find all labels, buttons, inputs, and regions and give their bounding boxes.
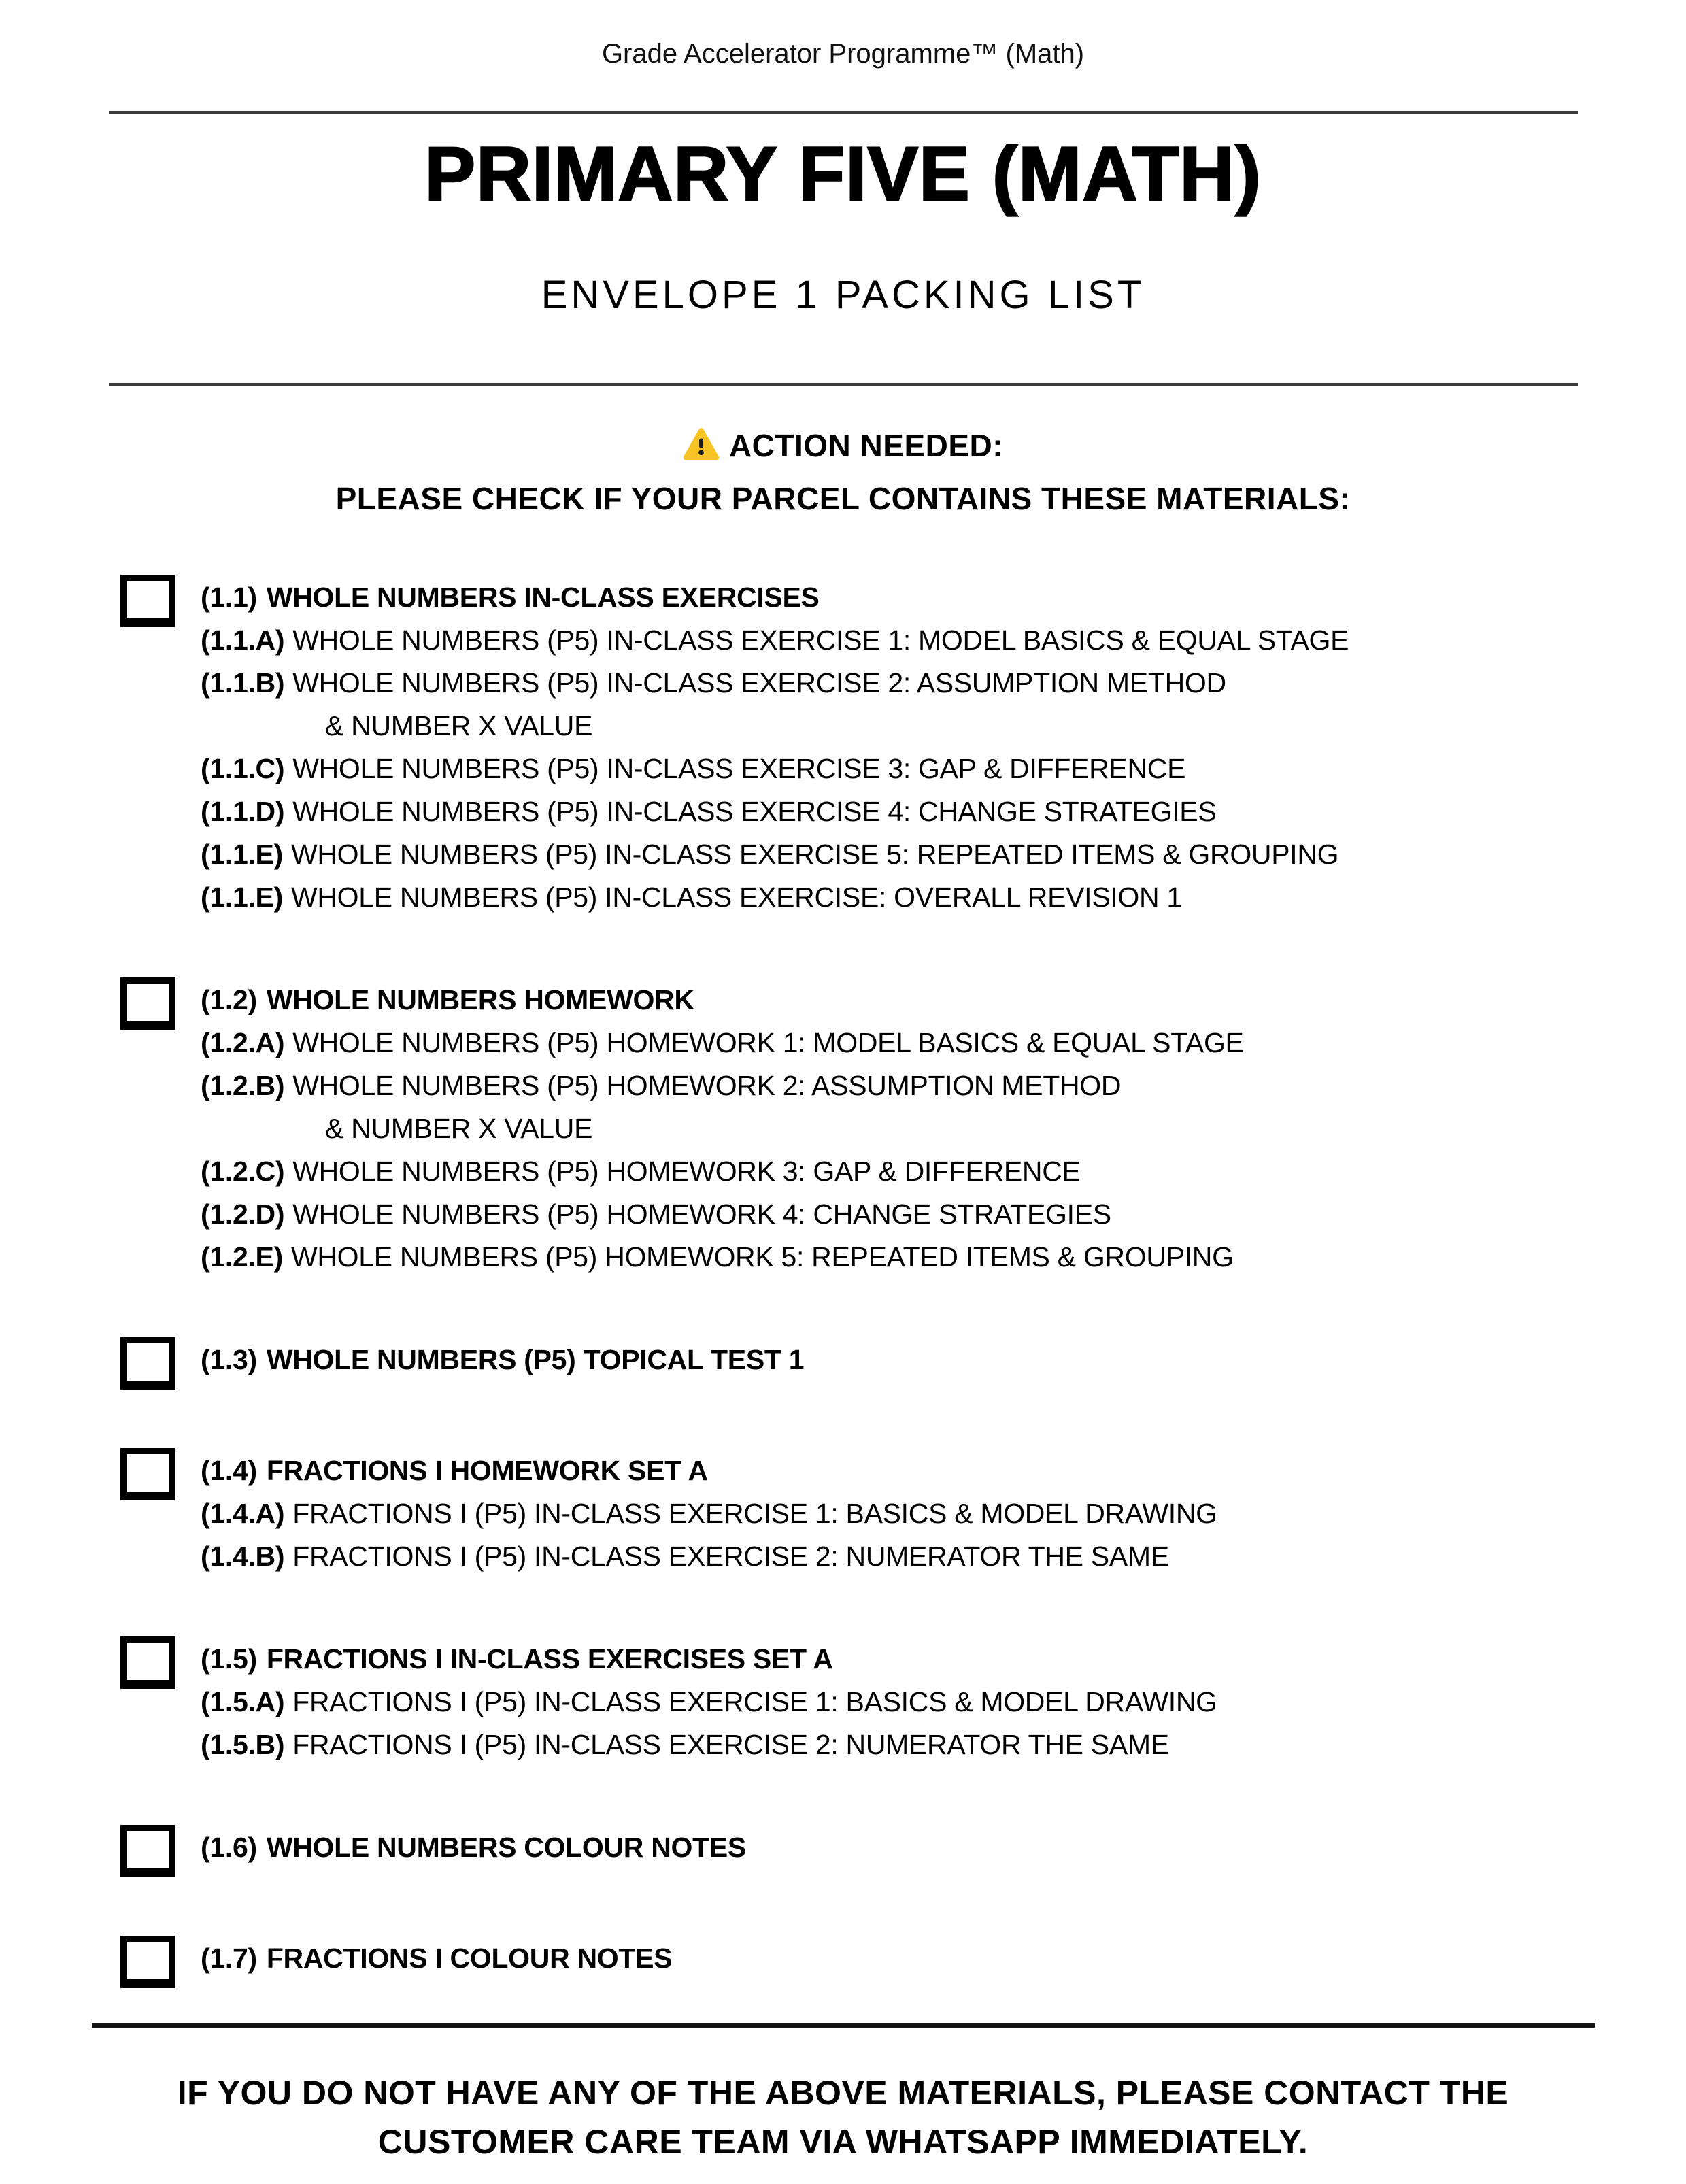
- checklist-item: [201, 1064, 1244, 1107]
- item-text: WHOLE NUMBERS (P5) HOMEWORK 1: MODEL BASICS & EQUAL STAGE: [292, 1027, 1244, 1058]
- footer-line-2: CUSTOMER CARE TEAM VIA WHATSAPP IMMEDIATELY.: [377, 2123, 1309, 2161]
- section-heading: [201, 979, 1244, 1022]
- footer-line-1: IF YOU DO NOT HAVE ANY OF THE ABOVE MATERIALS, PLEASE CONTACT THE: [177, 2074, 1509, 2112]
- section-body: [201, 1449, 1217, 1578]
- section-title: WHOLE NUMBERS (P5) TOPICAL TEST 1: [266, 1344, 805, 1375]
- section-heading: [201, 1339, 804, 1381]
- checklist-item: [201, 1492, 1217, 1535]
- item-text: WHOLE NUMBERS (P5) HOMEWORK 5: REPEATED ITEMS & GROUPING: [290, 1241, 1234, 1273]
- checklist-section: [0, 1937, 1686, 1988]
- section-body: [201, 1638, 1217, 1766]
- checklist-item: [201, 1681, 1217, 1724]
- checklist-item: [201, 1150, 1244, 1193]
- item-code: (1.1.C): [201, 753, 285, 784]
- section-title: FRACTIONS I IN-CLASS EXERCISES SET A: [266, 1643, 833, 1675]
- checklist-section: [0, 576, 1686, 919]
- section-title: FRACTIONS I HOMEWORK SET A: [266, 1455, 708, 1486]
- item-text: WHOLE NUMBERS (P5) HOMEWORK 2: ASSUMPTION METHOD: [292, 1070, 1122, 1101]
- section-code: (1.6): [201, 1832, 257, 1863]
- checkbox[interactable]: [120, 1936, 175, 1988]
- item-text: FRACTIONS I (P5) IN-CLASS EXERCISE 2: NUMERATOR THE SAME: [292, 1729, 1169, 1760]
- section-items: [201, 1681, 1217, 1766]
- section-items: [201, 1022, 1244, 1279]
- item-text: WHOLE NUMBERS (P5) IN-CLASS EXERCISE 5: REPEATED ITEMS & GROUPING: [290, 839, 1339, 870]
- section-heading: [201, 1937, 672, 1980]
- item-code: (1.2.E): [201, 1241, 283, 1273]
- checkbox[interactable]: [120, 1337, 175, 1390]
- section-body: [201, 1339, 804, 1381]
- checkbox[interactable]: [120, 1825, 175, 1877]
- checkbox[interactable]: [120, 977, 175, 1030]
- item-code: (1.4.A): [201, 1498, 285, 1529]
- checklist-item: [201, 1022, 1244, 1064]
- section-heading: [201, 1449, 1217, 1492]
- header-divider: [109, 383, 1578, 386]
- item-text: FRACTIONS I (P5) IN-CLASS EXERCISE 2: NUMERATOR THE SAME: [292, 1541, 1169, 1572]
- checklist-item: [201, 747, 1349, 790]
- item-code: (1.1.B): [201, 667, 285, 699]
- section-heading: [201, 576, 1349, 619]
- item-text: WHOLE NUMBERS (P5) IN-CLASS EXERCISE 2: ASSUMPTION METHOD: [292, 667, 1226, 699]
- checkbox[interactable]: [120, 575, 175, 627]
- item-text: WHOLE NUMBERS (P5) HOMEWORK 4: CHANGE STRATEGIES: [292, 1198, 1111, 1230]
- checklist-item: [201, 1193, 1244, 1236]
- section-code: (1.1): [201, 582, 257, 613]
- checkbox[interactable]: [120, 1448, 175, 1500]
- checkbox[interactable]: [120, 1636, 175, 1689]
- action-heading-line: [0, 426, 1686, 469]
- section-body: [201, 1937, 672, 1980]
- item-code: (1.2.A): [201, 1027, 285, 1058]
- item-code: (1.1.A): [201, 624, 285, 656]
- item-code: (1.2.B): [201, 1070, 285, 1101]
- item-text: WHOLE NUMBERS (P5) HOMEWORK 3: GAP & DIFFERENCE: [292, 1156, 1081, 1187]
- section-code: (1.5): [201, 1643, 257, 1675]
- footer-note: [0, 2068, 1686, 2166]
- checklist-item: [201, 1724, 1217, 1766]
- item-text: WHOLE NUMBERS (P5) IN-CLASS EXERCISE 4: CHANGE STRATEGIES: [292, 796, 1217, 827]
- section-body: [201, 576, 1349, 919]
- item-code: (1.1.E): [201, 839, 283, 870]
- item-code: (1.1.D): [201, 796, 285, 827]
- checklist-section: [0, 1638, 1686, 1766]
- item-code: (1.5.B): [201, 1729, 285, 1760]
- item-code: (1.5.A): [201, 1686, 285, 1717]
- item-text: WHOLE NUMBERS (P5) IN-CLASS EXERCISE: OVERALL REVISION 1: [290, 881, 1182, 913]
- section-body: [201, 1826, 746, 1869]
- checklist-item-continuation: & NUMBER X VALUE: [325, 710, 593, 741]
- item-code: (1.2.C): [201, 1156, 285, 1187]
- checklist-section: [0, 979, 1686, 1279]
- action-block: [0, 426, 1686, 518]
- section-heading: [201, 1826, 746, 1869]
- action-subheading: PLEASE CHECK IF YOUR PARCEL CONTAINS THESE MATERIALS:: [335, 481, 1351, 516]
- page-title: PRIMARY FIVE (MATH): [424, 131, 1262, 216]
- checklist-item: [201, 790, 1349, 833]
- section-code: (1.2): [201, 984, 257, 1015]
- item-code: (1.2.D): [201, 1198, 285, 1230]
- item-text: WHOLE NUMBERS (P5) IN-CLASS EXERCISE 3: GAP & DIFFERENCE: [292, 753, 1186, 784]
- section-heading: [201, 1638, 1217, 1681]
- action-heading: ACTION NEEDED:: [728, 428, 1004, 463]
- checklist-section: [0, 1826, 1686, 1877]
- checklist: [0, 576, 1686, 1988]
- checklist-item: [201, 876, 1349, 919]
- section-title: WHOLE NUMBERS COLOUR NOTES: [266, 1832, 746, 1863]
- checklist-section: [0, 1339, 1686, 1390]
- section-title: WHOLE NUMBERS HOMEWORK: [266, 984, 694, 1015]
- top-divider: [109, 111, 1578, 114]
- section-body: [201, 979, 1244, 1279]
- checklist-section: [0, 1449, 1686, 1578]
- item-code: (1.1.E): [201, 881, 283, 913]
- checklist-item: [201, 833, 1349, 876]
- section-code: (1.7): [201, 1943, 257, 1974]
- page-subtitle: ENVELOPE 1 PACKING LIST: [541, 273, 1145, 317]
- section-code: (1.4): [201, 1455, 257, 1486]
- section-items: [201, 619, 1349, 919]
- checklist-item: [201, 619, 1349, 662]
- item-text: FRACTIONS I (P5) IN-CLASS EXERCISE 1: BASICS & MODEL DRAWING: [292, 1686, 1217, 1717]
- section-title: FRACTIONS I COLOUR NOTES: [266, 1943, 673, 1974]
- program-label: Grade Accelerator Programme™ (Math): [601, 39, 1085, 69]
- section-title: WHOLE NUMBERS IN-CLASS EXERCISES: [266, 582, 820, 613]
- checklist-item: [201, 1236, 1244, 1279]
- item-text: FRACTIONS I (P5) IN-CLASS EXERCISE 1: BASICS & MODEL DRAWING: [292, 1498, 1217, 1529]
- footer-divider: [92, 2023, 1595, 2028]
- warning-triangle-icon: [683, 426, 720, 469]
- checklist-item-continuation: & NUMBER X VALUE: [325, 1113, 593, 1144]
- checklist-item: [201, 662, 1349, 705]
- item-text: WHOLE NUMBERS (P5) IN-CLASS EXERCISE 1: MODEL BASICS & EQUAL STAGE: [292, 624, 1349, 656]
- section-items: [201, 1492, 1217, 1578]
- checklist-item: [201, 1535, 1217, 1578]
- item-code: (1.4.B): [201, 1541, 285, 1572]
- section-code: (1.3): [201, 1344, 257, 1375]
